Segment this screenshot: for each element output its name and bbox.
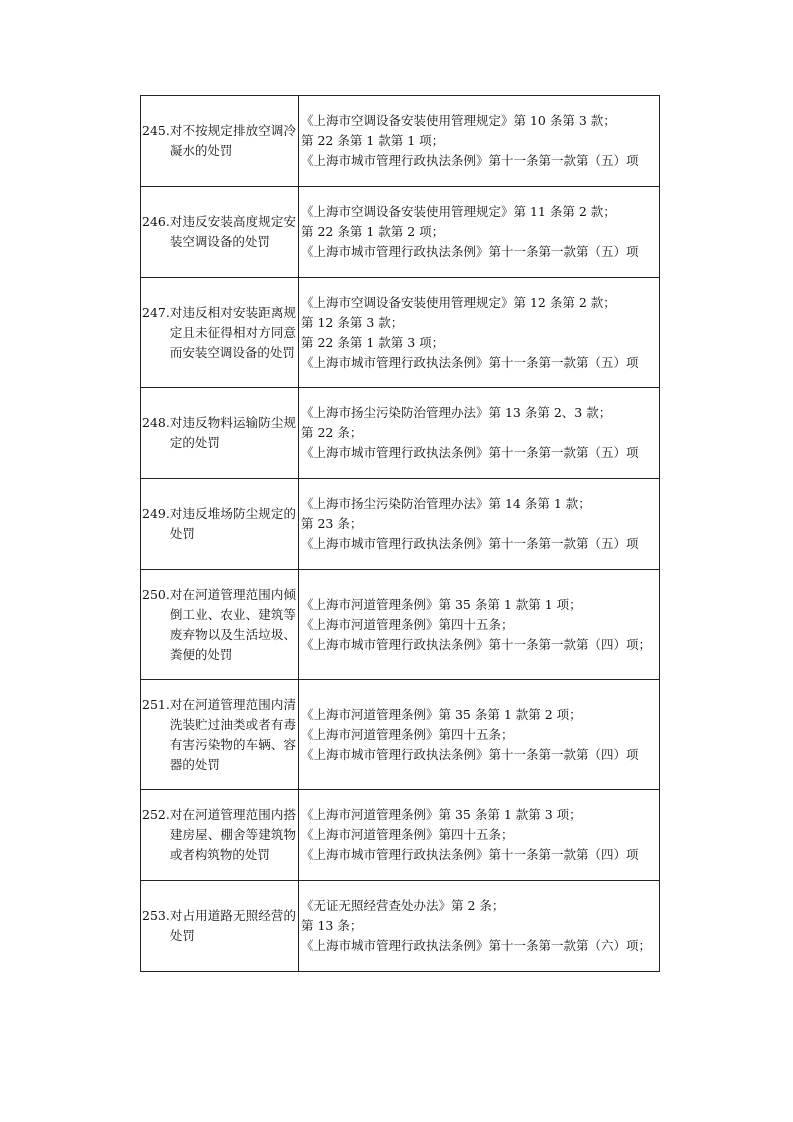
table-row — [141, 96, 660, 187]
legal-basis-line: 第 22 条； — [301, 425, 363, 440]
legal-basis-line: 《上海市空调设备安装使用管理规定》第 11 条第 2 款； — [301, 204, 616, 219]
item-title: 对占用道路无照经营的处罚 — [169, 908, 296, 943]
item-title: 对违反堆场防尘规定的处罚 — [169, 506, 296, 541]
item-number: 253. — [142, 908, 170, 923]
item-heading — [142, 121, 296, 161]
legal-basis-line: 《上海市城市管理行政执法条例》第十一条第一款第（四）项； — [301, 636, 652, 652]
item-number: 250. — [142, 586, 170, 602]
legal-basis-line: 第 12 条第 3 款； — [301, 314, 404, 330]
table-row — [141, 680, 660, 790]
legal-basis-line: 《上海市扬尘污染防治管理办法》第 14 条第 1 款； — [301, 496, 591, 511]
legal-basis-cell — [299, 187, 660, 278]
legal-basis-line: 《上海市城市管理行政执法条例》第十一条第一款第（五）项 — [301, 354, 639, 370]
item-heading — [142, 212, 296, 252]
legal-basis-line: 《上海市城市管理行政执法条例》第十一条第一款第（五）项 — [301, 445, 639, 460]
item-title: 对违反安装高度规定安装空调设备的处罚 — [169, 214, 296, 249]
item-number: 251. — [142, 696, 170, 712]
item-title: 对在河道管理范围内倾倒工业、农业、建筑等废弃物以及生活垃圾、粪便的处罚 — [169, 586, 296, 662]
legal-basis-line: 第 22 条第 1 款第 2 项； — [301, 224, 445, 239]
table-row — [141, 881, 660, 972]
table-row — [141, 790, 660, 881]
legal-basis-cell — [299, 388, 660, 479]
item-heading — [142, 906, 296, 946]
legal-basis-cell — [299, 881, 660, 972]
legal-basis-line: 《无证无照经营查处办法》第 2 条； — [301, 898, 505, 913]
item-cell — [141, 881, 299, 972]
item-title: 对违反相对安装距离规定且未征得相对方同意而安装空调设备的处罚 — [169, 304, 296, 360]
legal-basis-line: 《上海市城市管理行政执法条例》第十一条第一款第（五）项 — [301, 153, 639, 168]
penalty-basis-table — [140, 95, 660, 972]
item-title: 对违反物料运输防尘规定的处罚 — [169, 415, 296, 450]
legal-basis-cell — [299, 278, 660, 388]
item-heading — [142, 805, 296, 865]
item-number: 249. — [142, 506, 170, 521]
legal-basis-line: 第 13 条； — [301, 918, 363, 933]
item-number: 246. — [142, 214, 170, 229]
item-title: 对不按规定排放空调冷凝水的处罚 — [169, 123, 296, 158]
legal-basis-line: 《上海市城市管理行政执法条例》第十一条第一款第（五）项 — [301, 536, 639, 551]
item-heading — [142, 504, 296, 544]
legal-basis-line: 《上海市城市管理行政执法条例》第十一条第一款第（六）项； — [301, 938, 652, 953]
item-cell — [141, 278, 299, 388]
legal-basis-cell — [299, 96, 660, 187]
legal-basis-line: 第 23 条； — [301, 516, 363, 531]
legal-basis-line: 《上海市城市管理行政执法条例》第十一条第一款第（五）项 — [301, 244, 639, 259]
item-cell — [141, 680, 299, 790]
legal-basis-line: 《上海市河道管理条例》第四十五条； — [301, 726, 514, 742]
item-heading — [142, 413, 296, 453]
legal-basis-line: 《上海市河道管理条例》第 35 条第 1 款第 3 项； — [301, 807, 582, 822]
legal-basis-line: 《上海市空调设备安装使用管理规定》第 10 条第 3 款； — [301, 113, 616, 128]
item-title: 对在河道管理范围内清洗装贮过油类或者有毒有害污染物的车辆、容器的处罚 — [169, 696, 296, 772]
legal-basis-cell — [299, 570, 660, 680]
table-body — [141, 96, 660, 972]
item-cell — [141, 96, 299, 187]
legal-basis-cell — [299, 790, 660, 881]
legal-basis-line: 《上海市扬尘污染防治管理办法》第 13 条第 2、3 款； — [301, 405, 612, 420]
legal-basis-line: 第 22 条第 1 款第 3 项； — [301, 334, 445, 350]
item-cell — [141, 570, 299, 680]
table-row — [141, 570, 660, 680]
item-number: 248. — [142, 415, 170, 430]
legal-basis-line: 《上海市河道管理条例》第四十五条； — [301, 616, 514, 632]
legal-basis-line: 《上海市城市管理行政执法条例》第十一条第一款第（四）项 — [301, 746, 639, 762]
table-row — [141, 278, 660, 388]
legal-basis-line: 《上海市空调设备安装使用管理规定》第 12 条第 2 款； — [301, 294, 616, 310]
item-heading — [142, 585, 296, 665]
legal-basis-cell — [299, 479, 660, 570]
item-cell — [141, 187, 299, 278]
legal-basis-line: 第 22 条第 1 款第 1 项； — [301, 133, 445, 148]
item-number: 247. — [142, 304, 170, 320]
legal-basis-line: 《上海市河道管理条例》第四十五条； — [301, 827, 514, 842]
item-cell — [141, 479, 299, 570]
item-cell — [141, 388, 299, 479]
table-row — [141, 479, 660, 570]
item-heading — [142, 695, 296, 775]
item-number: 245. — [142, 123, 170, 138]
table-row — [141, 187, 660, 278]
item-title: 对在河道管理范围内搭建房屋、棚舍等建筑物或者构筑物的处罚 — [169, 807, 296, 862]
legal-basis-line: 《上海市河道管理条例》第 35 条第 1 款第 2 项； — [301, 706, 582, 722]
legal-basis-line: 《上海市河道管理条例》第 35 条第 1 款第 1 项； — [301, 596, 582, 612]
legal-basis-cell — [299, 680, 660, 790]
item-cell — [141, 790, 299, 881]
table-row — [141, 388, 660, 479]
item-number: 252. — [142, 807, 170, 822]
item-heading — [142, 303, 296, 363]
legal-basis-line: 《上海市城市管理行政执法条例》第十一条第一款第（四）项 — [301, 847, 639, 862]
